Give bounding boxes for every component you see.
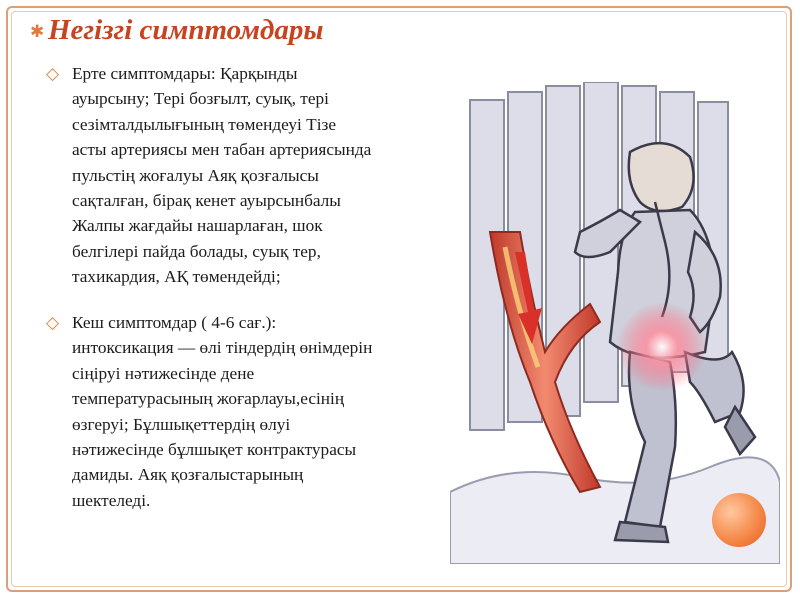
text-line: белгілері пайда болады, суық тер, <box>72 241 321 261</box>
man-leg-pain-artery-illustration-icon <box>450 82 780 564</box>
text-line: дамиды. Аяқ қозғалыстарының <box>72 465 304 485</box>
decorative-orange-circle-icon <box>712 493 766 547</box>
paragraph-late-symptoms <box>72 310 460 513</box>
text-line: сақталған, бірақ кенет ауырсынбалы <box>72 191 341 211</box>
text-line: Кеш симптомдар ( 4-6 сағ.): <box>72 313 277 332</box>
text-line: интоксикация — өлі тіндердің өнімдерін <box>72 338 373 358</box>
text-line: өзгеруі; Бұлшықеттердің өлуі <box>72 414 291 434</box>
paragraph-early-symptoms <box>72 61 460 290</box>
text-line: температурасының жоғарлауы,есінің <box>72 389 345 409</box>
text-line: Жалпы жағдайы нашарлаған, шок <box>72 216 323 236</box>
slide-title: Негізгі симптомдары <box>48 14 324 46</box>
text-line: тахикардия, АҚ төмендейді; <box>72 267 281 287</box>
title-bullet-icon: ✱ <box>30 22 45 41</box>
text-line: сезімталдылығының төмендеуі Тізе <box>72 114 336 134</box>
text-line: сіңіруі нәтижесінде дене <box>72 363 255 383</box>
text-line: нәтижесінде бұлшықет контрактурасы <box>72 440 357 460</box>
text-line: пульстің жоғалуы Аяқ қозғалысы <box>72 165 319 185</box>
bullet-icon: ◇ <box>46 313 60 333</box>
text-line: шектеледі. <box>72 490 151 510</box>
text-line: Ерте симптомдары: Қарқынды <box>72 64 298 83</box>
text-line: ауырсыну; Тері бозғылт, суық, тері <box>72 89 329 109</box>
bullet-icon: ◇ <box>46 64 60 84</box>
text-line: асты артериясы мен табан артериясында <box>72 140 372 160</box>
